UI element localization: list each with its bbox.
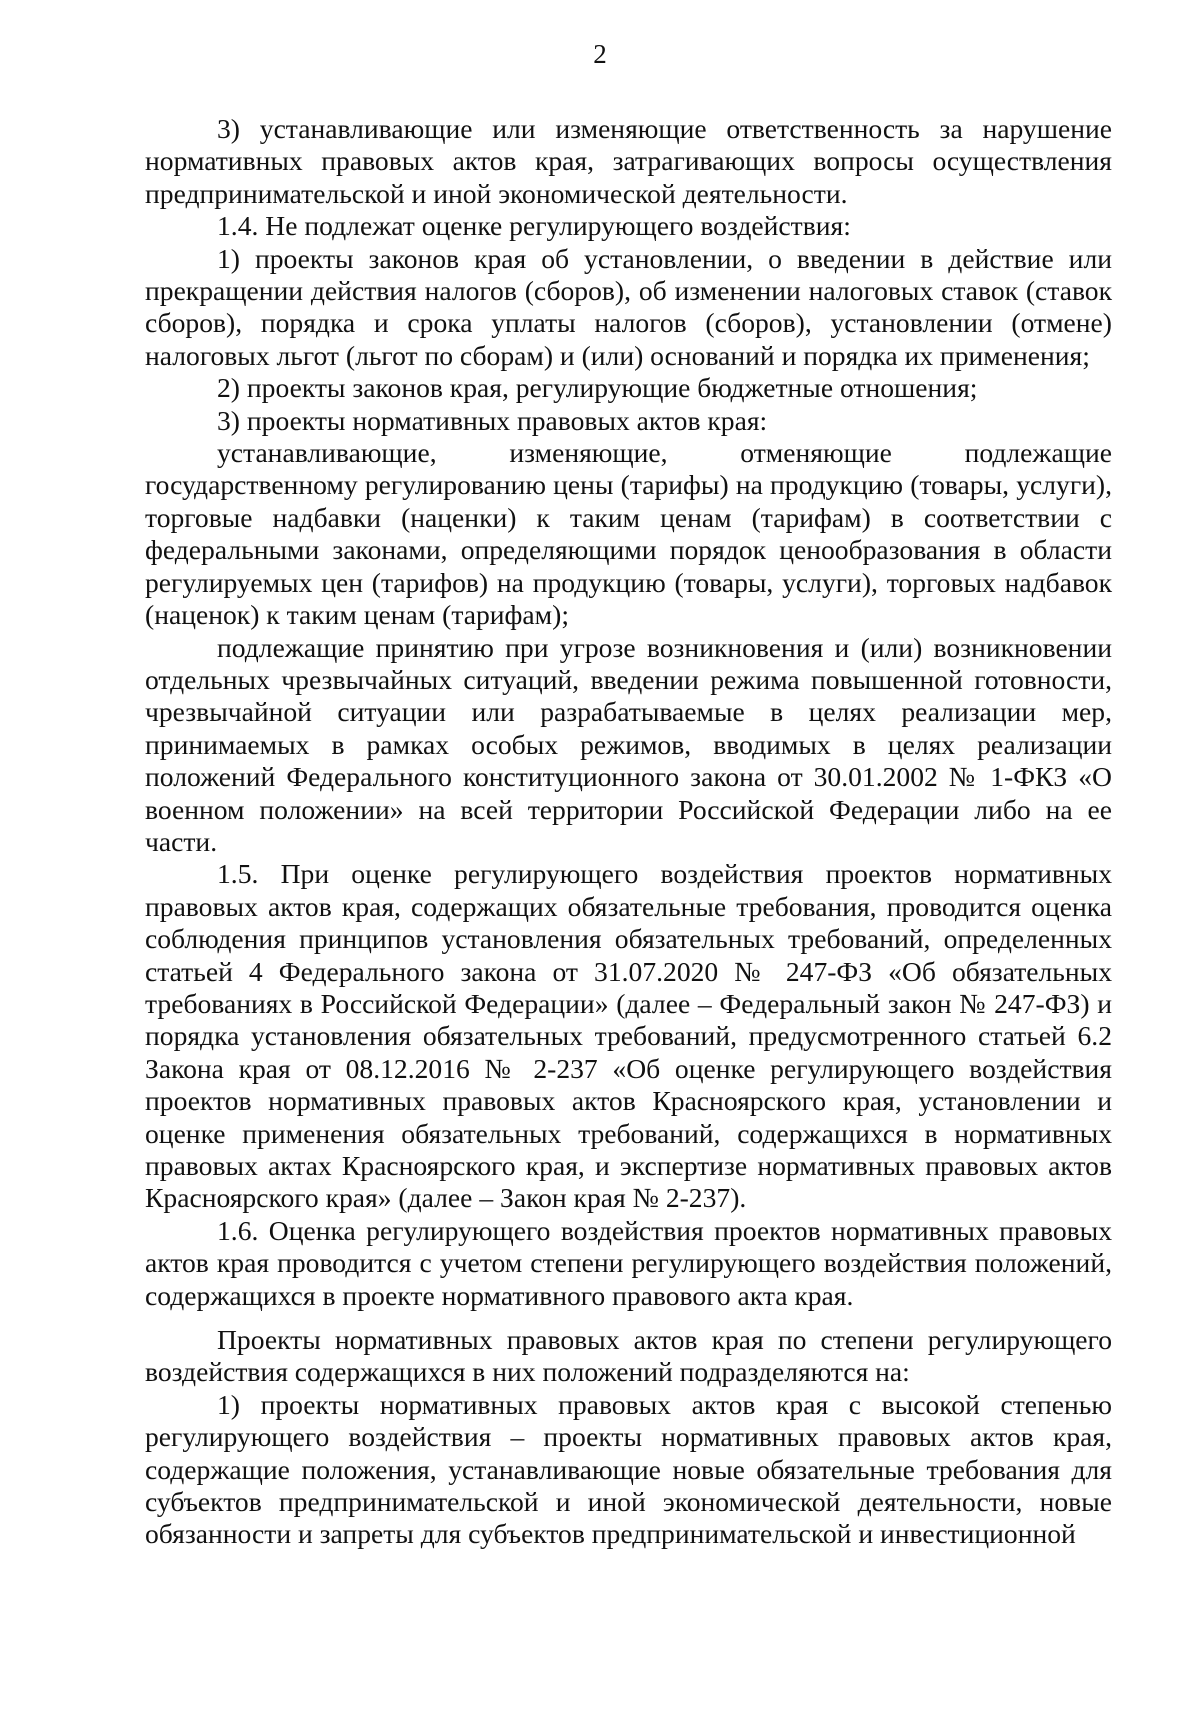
paragraph-prices-tariffs: устанавливающие, изменяющие, отменяющие подлежащие государственному регулированию цены (тарифы) на продукцию (товары, услуги), торговые надбавки (наценки) к таким ценам (тарифам) в соответствии с федеральными законами, определяющими порядок ценообразования в области регулируемых цен (тарифов) на продукцию (товары, услуги), торговых надбавок (наценок) к таким ценам (тарифам); <box>145 437 1112 631</box>
document-body <box>145 113 1112 1551</box>
paragraph-classification: Проекты нормативных правовых актов края по степени регулирующего воздействия содержащихся в них положений подразделяются на: <box>145 1324 1112 1388</box>
paragraph-section-1-6: 1.6. Оценка регулирующего воздействия проектов нормативных правовых актов края проводится с учетом степени регулирующего воздействия положений, содержащихся в проекте нормативного правового акта края. <box>145 1214 1112 1311</box>
paragraph-section-1-5: 1.5. При оценке регулирующего воздействия проектов нормативных правовых актов края, содержащих обязательные требования, проводится оценка соблюдения принципов установления обязательных требований, определенных статьей 4 Федерального закона от 31.07.2020 № 247-ФЗ «Об обязательных требованиях в Российской Федерации» (далее – Федеральный закон № 247-ФЗ) и порядка установления обязательных требований, предусмотренного статьей 6.2 Закона края от 08.12.2016 № 2-237 «Об оценке регулирующего воздействия проектов нормативных правовых актов Красноярского края, установлении и оценке применения обязательных требований, содержащихся в нормативных правовых актах Красноярского края, и экспертизе нормативных правовых актов Красноярского края» (далее – Закон края № 2-237). <box>145 858 1112 1214</box>
paragraph-section-1-4: 1.4. Не подлежат оценке регулирующего воздействия: <box>217 210 851 242</box>
paragraph-item-1-tax-laws: 1) проекты законов края об установлении, о введении в действие или прекращении действия налогов (сборов), об изменении налоговых ставок (ставок сборов), порядка и срока уплаты налогов (сборов), установлении (отмене) налоговых льгот (льгот по сборам) и (или) оснований и порядка их применения; <box>145 242 1112 371</box>
paragraph-high-degree: 1) проекты нормативных правовых актов края с высокой степенью регулирующего воздействия – проекты нормативных правовых актов края, содержащие положения, устанавливающие новые обязательные требования для субъектов предпринимательской и иной экономической деятельности, новые обязанности и запреты для субъектов предпринимательской и инвестиционной <box>145 1388 1112 1550</box>
paragraph-emergency: подлежащие принятию при угрозе возникновения и (или) возникновении отдельных чрезвычайных ситуаций, введении режима повышенной готовности, чрезвычайной ситуации или разрабатываемые в целях реализации мер, принимаемых в рамках особых режимов, вводимых в целях реализации положений Федерального конституционного закона от 30.01.2002 № 1-ФКЗ «О военном положении» на всей территории Российской Федерации либо на ее части. <box>145 631 1112 857</box>
paragraph-item-3-normative-acts: 3) проекты нормативных правовых актов края: <box>217 404 768 436</box>
paragraph-item-2-budget-laws: 2) проекты законов края, регулирующие бюджетные отношения; <box>217 372 978 404</box>
paragraph-item-3-liability: 3) устанавливающие или изменяющие ответственность за нарушение нормативных правовых актов края, затрагивающих вопросы осуществления предпринимательской и иной экономической деятельности. <box>145 113 1112 209</box>
page-number: 2 <box>593 39 607 69</box>
